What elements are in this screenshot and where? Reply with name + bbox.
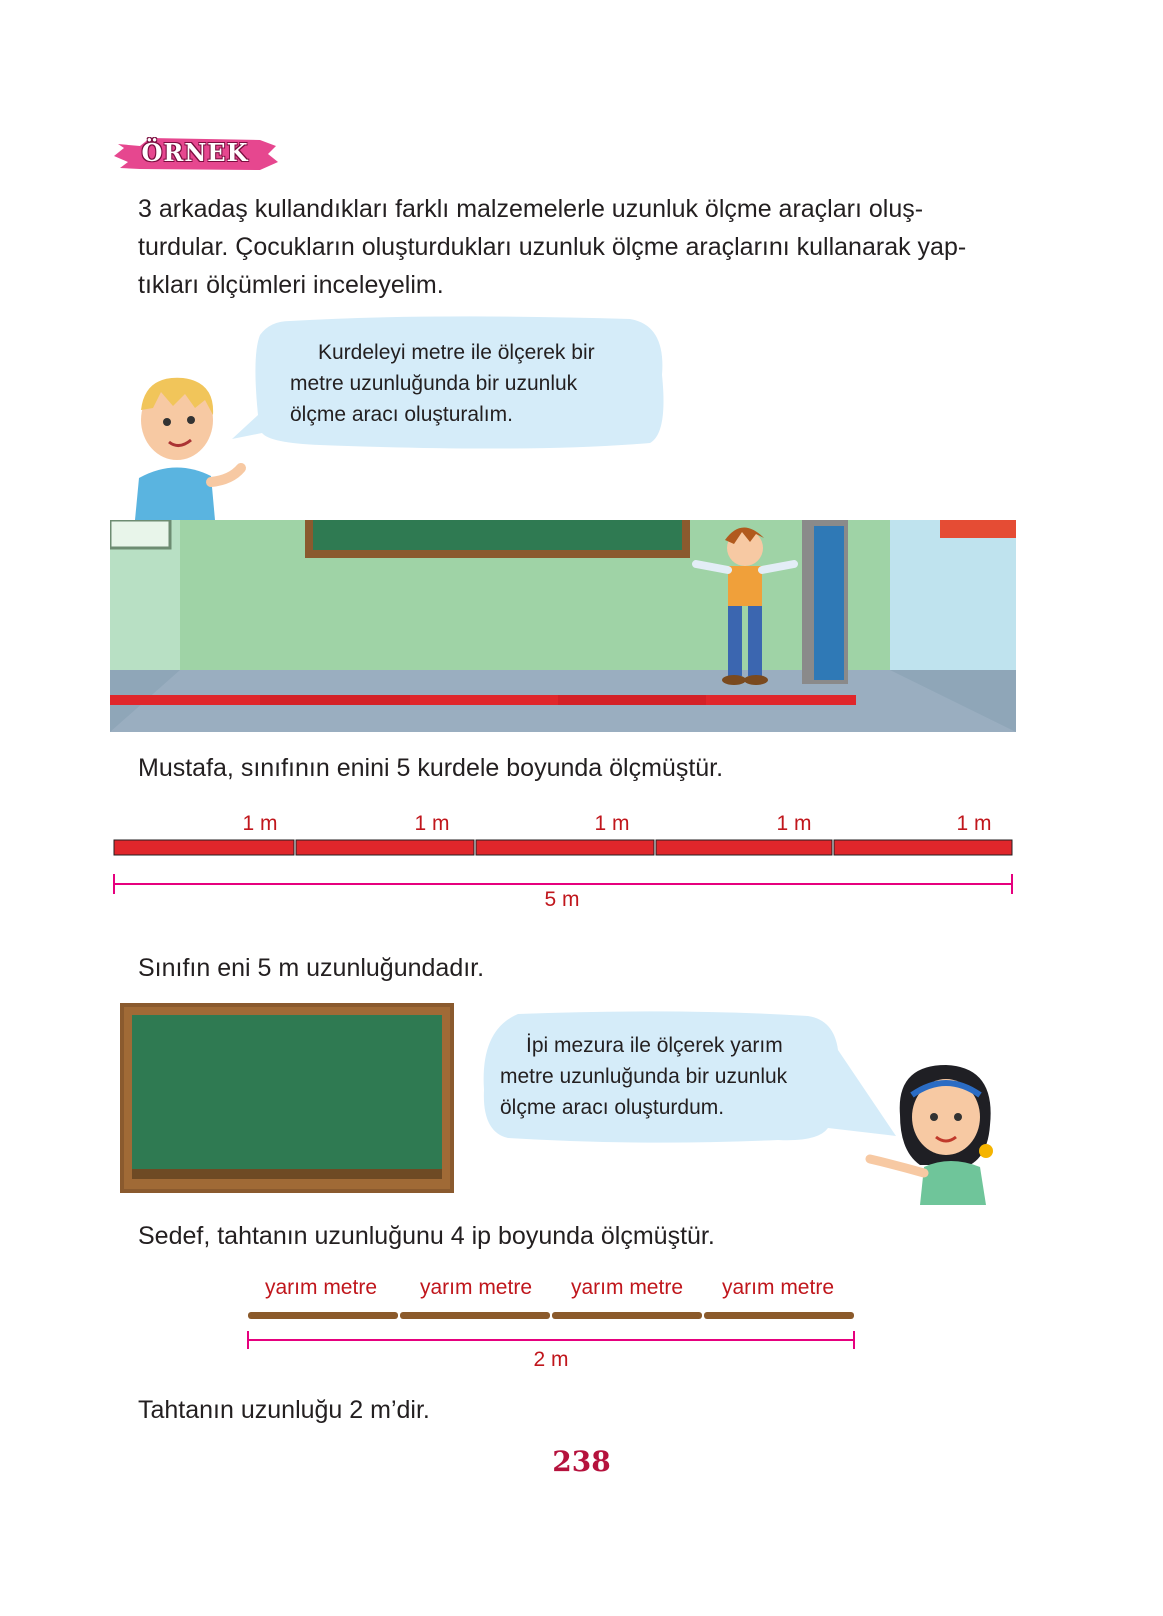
sedef-sentence: Sedef, tahtanın uzunluğunu 4 ip boyunda ölçmüştür. xyxy=(138,1222,715,1250)
speech-bubble-sedef xyxy=(478,1010,898,1150)
ribbon-label: 1 m xyxy=(414,812,450,835)
class-width-sentence: Sınıfın eni 5 m uzunluğundadır. xyxy=(138,954,485,982)
bubble1-line: metre uzunluğunda bir uzunluk xyxy=(290,372,578,395)
ribbon-label: 1 m xyxy=(594,812,630,835)
rope-label: yarım metre xyxy=(721,1276,834,1299)
chalkboard xyxy=(120,1003,454,1193)
classroom-scene xyxy=(110,520,1016,732)
bubble2-text xyxy=(500,1030,787,1123)
bubble1-line: ölçme aracı oluşturalım. xyxy=(290,403,513,426)
rope-total-label: 2 m xyxy=(533,1348,569,1371)
rope-label: yarım metre xyxy=(419,1276,532,1299)
page-number: 238 xyxy=(552,1445,611,1478)
ribbon-label: 1 m xyxy=(956,812,992,835)
speech-bubble-mustafa xyxy=(230,315,670,455)
ribbon-total-label: 5 m xyxy=(544,888,580,911)
bubble2-line: metre uzunluğunda bir uzunluk xyxy=(500,1065,788,1088)
bubble2-line: ölçme aracı oluşturdum. xyxy=(500,1096,725,1119)
bubble1-text xyxy=(290,337,595,430)
intro-paragraph xyxy=(138,190,1008,304)
board-sentence: Tahtanın uzunluğu 2 m’dir. xyxy=(138,1396,430,1424)
ribbon-diagram xyxy=(112,812,1017,912)
bubble1-line: Kurdeleyi metre ile ölçerek bir xyxy=(318,341,595,364)
intro-line: turdular. Çocukların oluşturdukları uzunluk ölçme araçlarını kullanarak yap- xyxy=(138,233,967,261)
ribbon-label: 1 m xyxy=(776,812,812,835)
ribbon-label: 1 m xyxy=(242,812,278,835)
mustafa-sentence: Mustafa, sınıfının enini 5 kurdele boyunda ölçmüştür. xyxy=(138,754,724,782)
girl-illustration xyxy=(860,1055,1020,1205)
example-badge xyxy=(110,136,280,172)
rope-label: yarım metre xyxy=(264,1276,377,1299)
rope-label: yarım metre xyxy=(570,1276,683,1299)
rope-diagram xyxy=(246,1276,860,1376)
bubble2-line: İpi mezura ile ölçerek yarım xyxy=(526,1034,783,1057)
badge-label: ÖRNEK xyxy=(141,138,249,167)
intro-line: 3 arkadaş kullandıkları farklı malzemelerle uzunluk ölçme araçları oluş- xyxy=(138,195,924,223)
intro-line: tıkları ölçümleri inceleyelim. xyxy=(138,271,444,299)
